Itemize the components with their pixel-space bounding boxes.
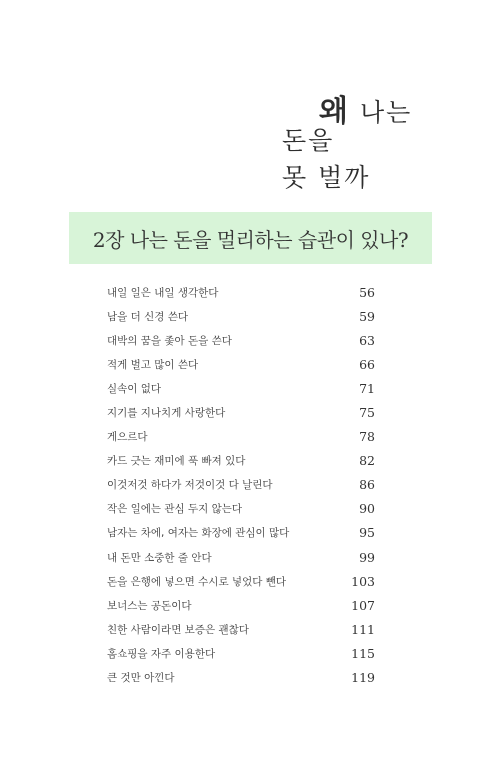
toc-entry-page: 103 [351, 573, 375, 589]
toc-entry [107, 569, 375, 593]
toc-entry [107, 545, 375, 569]
toc-entry [107, 400, 375, 424]
toc-entry [107, 376, 375, 400]
toc-entry-title: 보너스는 공돈이다 [107, 599, 192, 612]
toc-entry-title: 친한 사람이라면 보증은 괜찮다 [107, 623, 249, 636]
book-title-emphasis: 왜 [319, 94, 350, 129]
toc-entry [107, 352, 375, 376]
book-title-line-2: 돈을 [282, 126, 335, 155]
toc-entry-title: 남을 더 신경 쓴다 [107, 310, 189, 323]
toc-entry-page: 107 [351, 597, 375, 613]
toc-entry-title: 지기를 지나치게 사랑한다 [107, 407, 226, 420]
toc-entry [107, 328, 375, 352]
toc-entry-title: 적게 벌고 많이 쓴다 [107, 358, 199, 371]
toc-entry [107, 666, 375, 690]
toc-entry [107, 473, 375, 497]
toc-entry-page: 111 [351, 621, 375, 637]
toc-entry-page: 90 [359, 501, 375, 517]
toc-entry-title: 게으르다 [107, 431, 148, 444]
toc-entry-page: 59 [359, 308, 375, 324]
toc-entry-title: 실속이 없다 [107, 382, 162, 395]
chapter-heading: 2장 나는 돈을 멀리하는 습관이 있나? [92, 227, 409, 252]
toc-entry [107, 617, 375, 641]
toc-entry-page: 99 [359, 549, 375, 565]
toc-entry-page: 86 [359, 477, 375, 493]
toc-entry [107, 497, 375, 521]
toc-entry [107, 641, 375, 665]
toc-entry-page: 82 [359, 453, 375, 469]
toc-entry-page: 95 [359, 525, 375, 541]
toc-entry-title: 내 돈만 소중한 줄 안다 [107, 551, 212, 564]
toc-entry-page: 115 [351, 645, 375, 661]
toc-entry [107, 449, 375, 473]
toc-entry-title: 홈쇼핑을 자주 이용한다 [107, 647, 216, 660]
chapter-heading-band [69, 212, 432, 264]
toc-entry-title: 내일 일은 내일 생각한다 [107, 286, 219, 299]
toc-entry [107, 425, 375, 449]
toc-entry-title: 이것저것 하다가 저것이것 다 날린다 [107, 479, 273, 492]
toc-entry-page: 78 [359, 429, 375, 445]
book-title-line-3: 못 벌까 [282, 163, 371, 192]
toc-entry-title: 카드 긋는 재미에 푹 빠져 있다 [107, 455, 246, 468]
toc-entry-title: 대박의 꿈을 좇아 돈을 쓴다 [107, 334, 232, 347]
toc-entry-title: 작은 일에는 관심 두지 않는다 [107, 503, 243, 516]
toc-entry [107, 280, 375, 304]
book-title-line-1-text: 나는 [359, 98, 413, 127]
toc-entry [107, 304, 375, 328]
toc-entry-page: 56 [359, 284, 375, 300]
toc-entry-title: 남자는 차에, 여자는 화장에 관심이 많다 [107, 527, 290, 540]
toc-entry-page: 119 [351, 670, 375, 686]
toc-entry-title: 큰 것만 아낀다 [107, 672, 175, 685]
toc-entry-title: 돈을 은행에 넣으면 수시로 넣었다 뺀다 [107, 575, 286, 588]
toc-entry [107, 593, 375, 617]
toc-entry-page: 75 [359, 405, 375, 421]
toc-entry-page: 63 [359, 332, 375, 348]
toc-entry-page: 66 [359, 356, 375, 372]
toc-entry-page: 71 [359, 380, 375, 396]
toc-entry [107, 521, 375, 545]
table-of-contents [107, 280, 375, 690]
